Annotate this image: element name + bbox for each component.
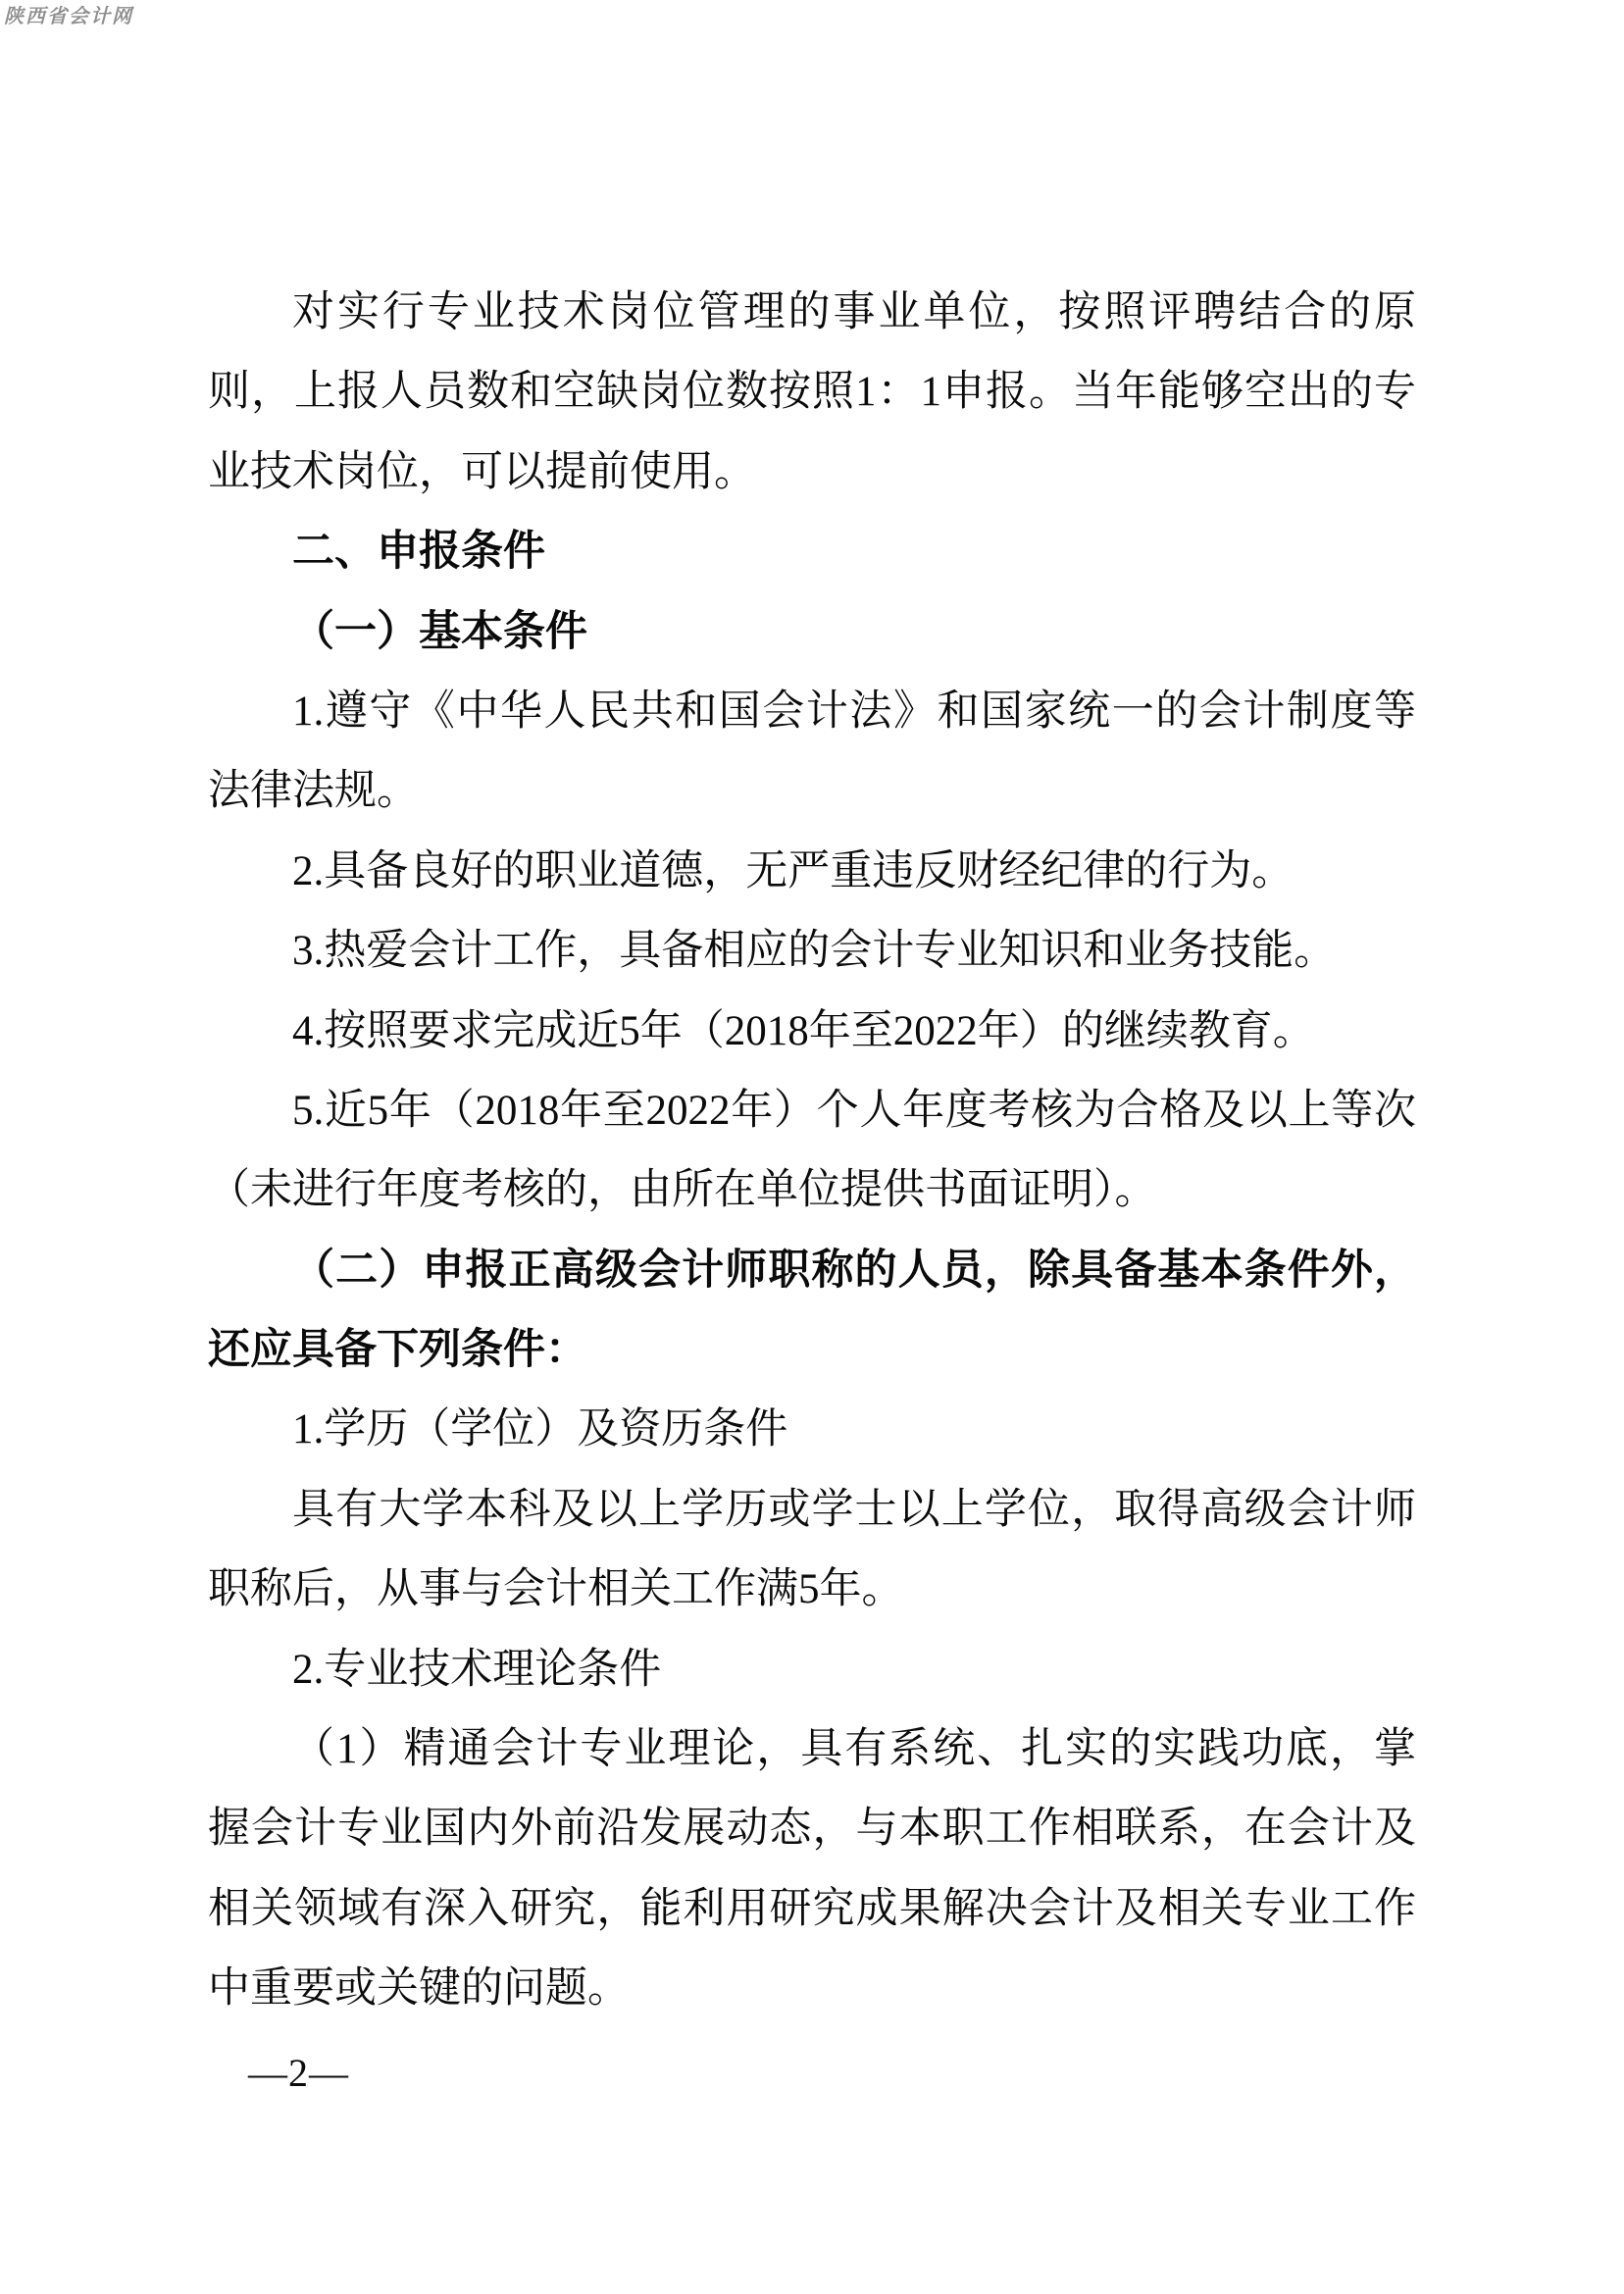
condition-2-line: 2.具备良好的职业道德，无严重违反财经纪律的行为。: [292, 847, 1294, 894]
intro-paragraph-line: 则，上报人员数和空缺岗位数按照1：1申报。当年能够空出的专: [208, 369, 1416, 416]
subsection-heading-senior-title-conditions: 还应具备下列条件：: [208, 1327, 587, 1374]
page-number: —2—: [248, 2051, 349, 2095]
technical-theory-condition-line: 握会计专业国内外前沿发展动态，与本职工作相联系，在会计及: [208, 1806, 1416, 1853]
site-watermark: 陕西省会计网: [4, 6, 133, 27]
education-condition-line: 职称后，从事与会计相关工作满5年。: [208, 1566, 904, 1613]
section-heading-application-conditions: 二、申报条件: [292, 528, 545, 576]
condition-4-line: 4.按照要求完成近5年（2018年至2022年）的继续教育。: [292, 1007, 1315, 1054]
technical-theory-condition-line: 相关领域有深入研究，能利用研究成果解决会计及相关专业工作: [208, 1885, 1416, 1932]
education-condition-heading-line: 1.学历（学位）及资历条件: [292, 1406, 788, 1453]
subsection-heading-senior-title-conditions: （二）申报正高级会计师职称的人员，除具备基本条件外，: [292, 1247, 1416, 1294]
education-condition-line: 具有大学本科及以上学历或学士以上学位，取得高级会计师: [292, 1486, 1416, 1533]
subsection-heading-basic-conditions: （一）基本条件: [292, 608, 587, 655]
intro-paragraph-line: 对实行专业技术岗位管理的事业单位，按照评聘结合的原: [292, 289, 1416, 335]
condition-1-line: 法律法规。: [208, 768, 419, 815]
technical-theory-heading-line: 2.专业技术理论条件: [292, 1646, 662, 1693]
technical-theory-condition-line: （1）精通会计专业理论，具有系统、扎实的实践功底，掌: [292, 1726, 1416, 1773]
condition-1-line: 1.遵守《中华人民共和国会计法》和国家统一的会计制度等: [292, 688, 1416, 735]
intro-paragraph-line: 业技术岗位，可以提前使用。: [208, 448, 756, 495]
condition-5-line: （未进行年度考核的，由所在单位提供书面证明）。: [208, 1167, 1157, 1214]
condition-5-line: 5.近5年（2018年至2022年）个人年度考核为合格及以上等次: [292, 1087, 1416, 1134]
condition-3-line: 3.热爱会计工作，具备相应的会计专业知识和业务技能。: [292, 928, 1337, 975]
technical-theory-condition-line: 中重要或关键的问题。: [208, 1965, 630, 2013]
document-body: [208, 273, 1416, 2029]
